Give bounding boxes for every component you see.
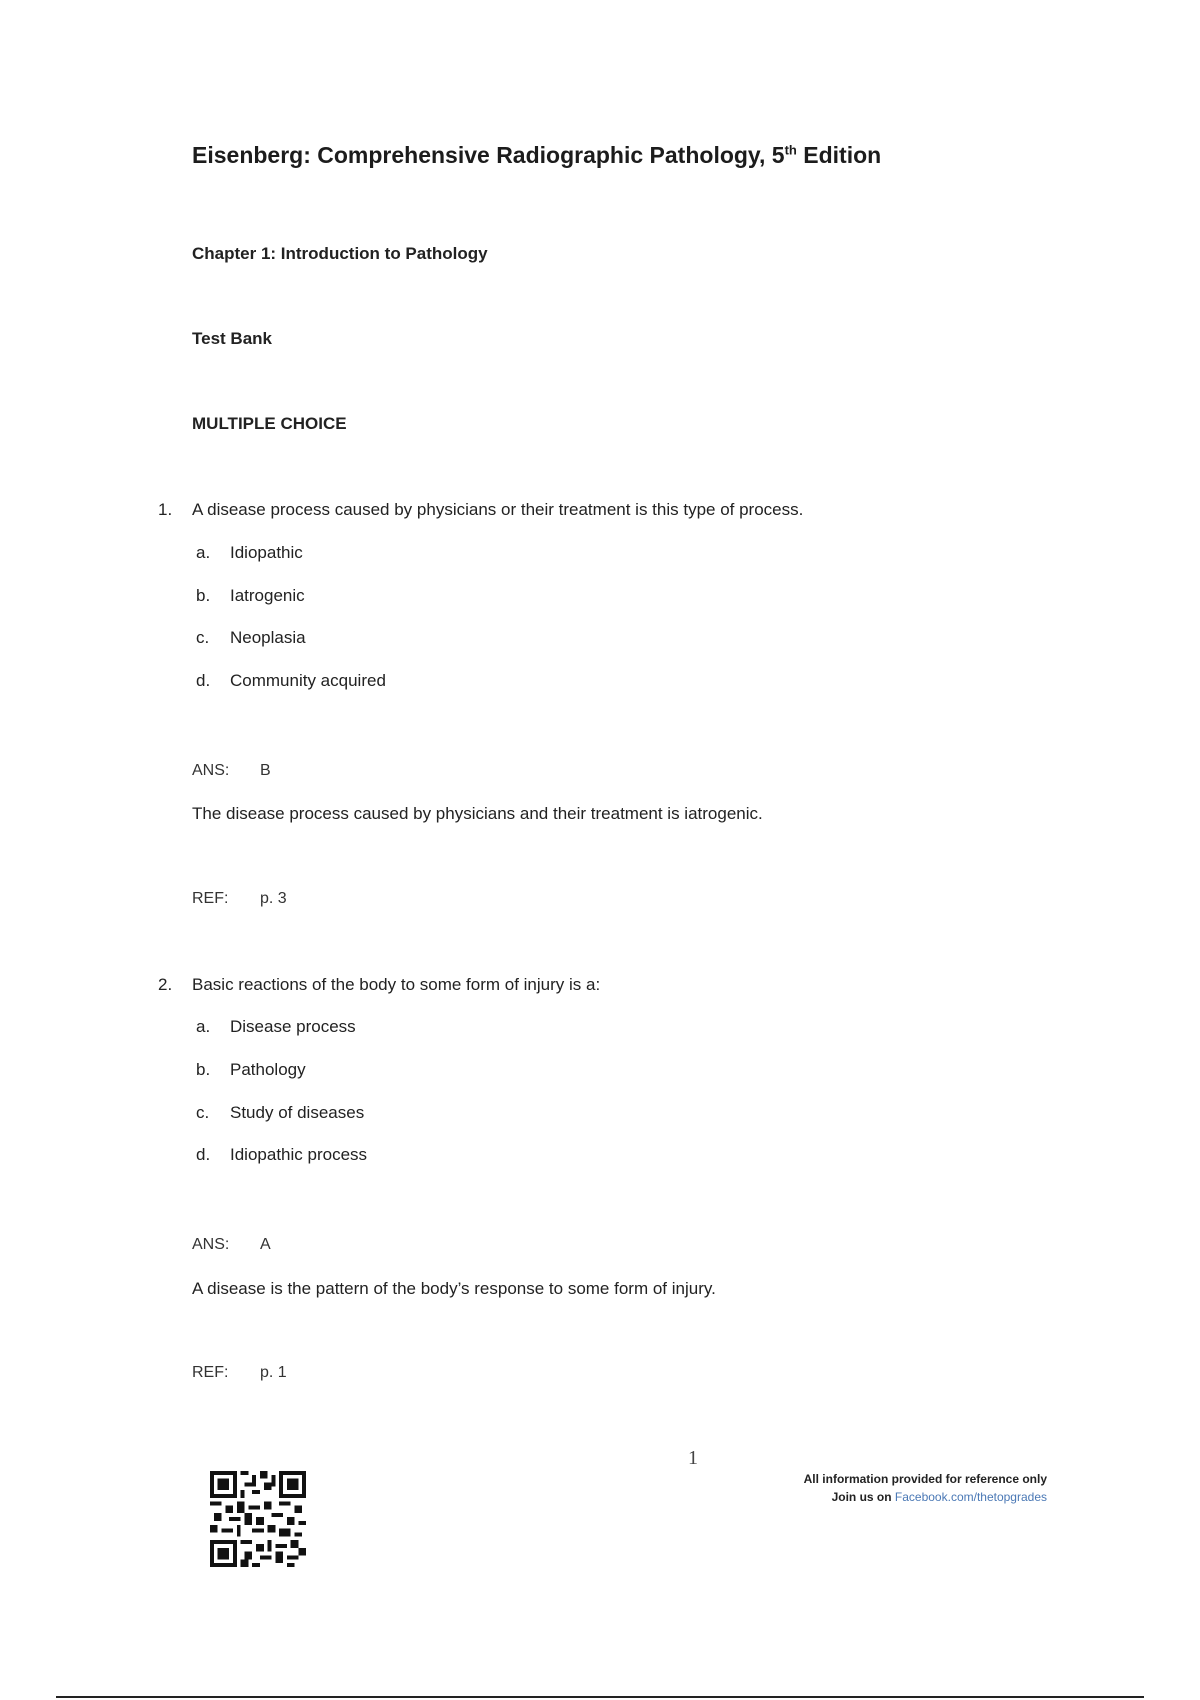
page-number: 1 (688, 1447, 698, 1469)
option-letter: c. (196, 628, 210, 647)
option-text: Iatrogenic (230, 586, 305, 605)
question-number: 2. (158, 975, 173, 994)
reference-value: p. 3 (260, 890, 287, 907)
reference-label: REF: (192, 1364, 229, 1381)
section-heading: MULTIPLE CHOICE (192, 414, 347, 433)
question-text: Basic reactions of the body to some form of injury is a: (192, 975, 601, 994)
option-text: Study of diseases (230, 1103, 365, 1122)
option-text: Disease process (230, 1017, 356, 1036)
footer-join (804, 1488, 1047, 1506)
question-number: 1. (158, 500, 173, 519)
test-bank-heading: Test Bank (192, 329, 272, 348)
option-text: Idiopathic (230, 543, 303, 562)
option-letter: d. (196, 671, 211, 690)
option-text: Idiopathic process (230, 1145, 368, 1164)
document-title (192, 142, 881, 169)
answer-rationale: A disease is the pattern of the body’s response to some form of injury. (192, 1279, 716, 1298)
answer-label: ANS: (192, 1236, 230, 1253)
answer-label: ANS: (192, 762, 230, 779)
bottom-divider (56, 1696, 1144, 1698)
option-letter: b. (196, 1060, 211, 1079)
option-text: Community acquired (230, 671, 386, 690)
answer-rationale: The disease process caused by physicians and their treatment is iatrogenic. (192, 804, 763, 823)
reference-label: REF: (192, 890, 229, 907)
footer-note (804, 1470, 1047, 1506)
option-letter: c. (196, 1103, 210, 1122)
title-end: Edition (796, 142, 882, 168)
footer-disclaimer: All information provided for reference only (803, 1472, 1047, 1486)
option-letter: b. (196, 586, 211, 605)
facebook-link[interactable]: Facebook.com/thetopgrades (894, 1490, 1047, 1504)
option-letter: a. (196, 1017, 211, 1036)
option-text: Pathology (230, 1060, 306, 1079)
option-letter: d. (196, 1145, 211, 1164)
reference-value: p. 1 (260, 1364, 287, 1381)
option-text: Neoplasia (230, 628, 306, 647)
chapter-heading: Chapter 1: Introduction to Pathology (192, 244, 488, 263)
question-text: A disease process caused by physicians or their treatment is this type of process. (192, 500, 804, 519)
title-superscript: th (784, 142, 797, 158)
option-letter: a. (196, 543, 211, 562)
qr-code-icon[interactable] (210, 1471, 306, 1567)
answer-value: A (260, 1236, 271, 1253)
answer-value: B (260, 762, 271, 779)
title-main: Eisenberg: Comprehensive Radiographic Pathology, 5 (192, 142, 785, 168)
footer-join-prefix: Join us on (831, 1490, 895, 1504)
